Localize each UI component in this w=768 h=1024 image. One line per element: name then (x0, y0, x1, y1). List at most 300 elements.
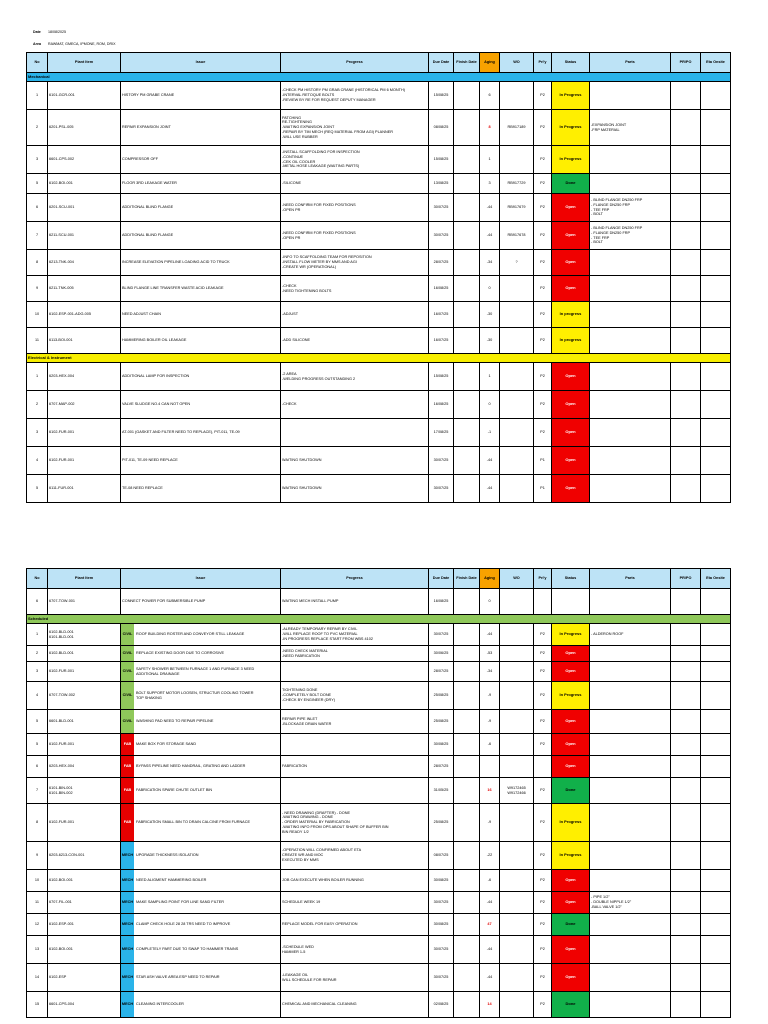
eta-onsite-cell (701, 624, 731, 646)
issue-line: UPGRADE THICKNESS ISOLATION (136, 853, 199, 858)
work-order-number: W9172465 (507, 785, 526, 790)
eta-onsite-cell (701, 992, 731, 1018)
finish-date (454, 363, 480, 391)
progress-line: -OPEN PR (282, 207, 301, 212)
progress-line: -OPERATION WILL CONFIRMED ABOUT ETA (282, 848, 362, 853)
finish-date (454, 624, 480, 646)
status-badge: Open (552, 276, 590, 302)
issue-line: BLIND FLANGE LINE TRANSFER WASTE ACID LEAKAGE (122, 286, 224, 291)
status-badge: In progress (552, 302, 590, 328)
parts-cell (590, 682, 671, 710)
table-row (27, 710, 731, 734)
progress-cell (281, 419, 429, 447)
part-item: -FRP MATERIAL (591, 127, 620, 132)
issue-wrapper (121, 870, 280, 891)
issue-lines (136, 853, 199, 858)
eta-onsite-cell (701, 804, 731, 842)
progress-cell (281, 328, 429, 354)
plant-item-cell (48, 222, 121, 250)
priority: P1 (534, 475, 552, 503)
work-order (500, 194, 534, 222)
status-badge: Open (552, 475, 590, 503)
work-order (500, 419, 534, 447)
pr-po-cell (671, 194, 701, 222)
pr-po-cell (671, 222, 701, 250)
issue-wrapper (121, 363, 280, 390)
table-row (27, 419, 731, 447)
progress-line: HAMMER 1-5 (282, 949, 306, 954)
issue-wrapper (121, 992, 280, 1017)
plant-item: 6102-FUR-001 (49, 820, 75, 825)
plant-item-cell (48, 682, 121, 710)
issue-lines (122, 430, 240, 435)
row-number: 2 (27, 391, 48, 419)
issue-lines (122, 260, 230, 265)
issue-lines (122, 205, 173, 210)
progress-cell (281, 475, 429, 503)
priority: P2 (534, 804, 552, 842)
work-order-number: RB917679 (507, 205, 526, 210)
header-finish-date: Finish Date (454, 53, 480, 73)
header-progress: Progress (281, 53, 429, 73)
row-number: 13 (27, 936, 48, 964)
discipline-tag: CIVIL (121, 662, 134, 681)
due-date: 25/08/25 (429, 804, 454, 842)
eta-onsite-cell (701, 302, 731, 328)
progress-cell (281, 250, 429, 276)
plant-item-cell (48, 302, 121, 328)
priority: P2 (534, 222, 552, 250)
priority: P2 (534, 734, 552, 756)
plant-item-cell (48, 174, 121, 194)
issue-lines (136, 947, 238, 952)
progress-line: -NEED CONFIRM FOR FIXED POSITIONS (282, 202, 356, 207)
parts-cell (590, 146, 671, 174)
status-badge: Open (552, 363, 590, 391)
plant-item-cell (48, 391, 121, 419)
plant-item-cell (48, 936, 121, 964)
issue-cell (121, 778, 281, 804)
table-row (27, 936, 731, 964)
issue-line: NEED ALIGMENT HAMMERING BOILER (136, 878, 207, 883)
issue-line: VALVE SLUDGE NO.4 CAN NOT OPEN (122, 402, 191, 407)
finish-date (454, 110, 480, 146)
progress-cell (281, 936, 429, 964)
issue-text (121, 363, 190, 390)
status-badge (552, 589, 590, 615)
progress-line: WAITING MECH INSTALL PUMP (282, 599, 339, 604)
header-aging: Aging (480, 569, 500, 589)
due-date: 31/05/25 (429, 778, 454, 804)
discipline-tag: MECH (121, 992, 134, 1017)
aging-value: 1 (480, 146, 500, 174)
status-badge: In Progress (552, 624, 590, 646)
due-date: 28/07/25 (429, 250, 454, 276)
aging-value: 0 (480, 391, 500, 419)
table-row (27, 276, 731, 302)
plant-item-cell (48, 964, 121, 992)
section-row (27, 354, 731, 363)
due-date: 30/08/25 (429, 914, 454, 936)
issue-wrapper (121, 624, 280, 645)
issue-lines (122, 157, 158, 162)
issue-text (135, 914, 231, 935)
part-item: - BOLT (591, 212, 603, 217)
finish-date (454, 804, 480, 842)
issue-text (135, 842, 200, 869)
priority (534, 589, 552, 615)
plant-item-cell (48, 646, 121, 662)
part-item: - DOUBLE NIPPLE 1/2" (591, 900, 632, 905)
work-order (500, 250, 534, 276)
aging-value: -44 (480, 447, 500, 475)
header-parts: Parts (590, 53, 671, 73)
discipline-tag: CIVIL (121, 624, 134, 645)
plant-item: 6101-GCR-001 (49, 93, 75, 98)
progress-line: -WILL USE RUBBER (282, 134, 318, 139)
due-date: 30/07/25 (429, 936, 454, 964)
eta-onsite-cell (701, 662, 731, 682)
priority: P2 (534, 363, 552, 391)
issue-line: HISTORY PM GRABE CRANE (122, 93, 175, 98)
issue-line: MAKE BOX FOR STORAGE SAND (136, 742, 197, 747)
progress-line: REPAIR PIPE INLET (282, 716, 318, 721)
issue-cell (121, 194, 281, 222)
plant-item: 6102-ESP-001-ADG-005 (49, 312, 91, 317)
work-order (500, 646, 534, 662)
progress-line: - NEED DRAWING (DRAFTER) - DONE (282, 810, 350, 815)
priority: P2 (534, 914, 552, 936)
progress-line: -NEED TIGHTENING BOLTS (282, 288, 332, 293)
status-badge: In Progress (552, 842, 590, 870)
due-date: 30/07/25 (429, 222, 454, 250)
issue-text (121, 194, 174, 221)
header-aging: Aging (480, 53, 500, 73)
issue-wrapper (121, 589, 280, 614)
issue-lines (122, 181, 177, 186)
finish-date (454, 682, 480, 710)
plant-item-cell (48, 250, 121, 276)
pr-po-cell (671, 892, 701, 914)
progress-line: -NEED FABRICATION (282, 653, 320, 658)
plant-item: 6707-TOW-001 (49, 599, 76, 604)
table-row (27, 302, 731, 328)
pr-po-cell (671, 328, 701, 354)
plant-item-cell (48, 82, 121, 110)
report-area (33, 42, 115, 46)
priority: P2 (534, 146, 552, 174)
work-order-number: W9172466 (507, 790, 526, 795)
issue-wrapper (121, 804, 280, 841)
parts-cell (590, 110, 671, 146)
issue-cell (121, 447, 281, 475)
aging-value: -6 (480, 734, 500, 756)
issue-lines (122, 486, 163, 491)
issue-lines (122, 93, 174, 98)
progress-line: -OPEN PR (282, 235, 301, 240)
aging-value: 3 (480, 174, 500, 194)
plant-item: 6201-SCU-001 (49, 205, 75, 210)
table-row (27, 328, 731, 354)
row-number: 12 (27, 914, 48, 936)
work-order (500, 328, 534, 354)
progress-line: -WAITING EXPANSION JOINT (282, 125, 335, 130)
issue-text (121, 447, 179, 474)
issue-cell (121, 328, 281, 354)
eta-onsite-cell (701, 936, 731, 964)
progress-line: -CHECK (282, 402, 297, 407)
issue-line: PIT-011, TE-09 NEED REPLACE (122, 458, 178, 463)
issue-cell (121, 992, 281, 1018)
issue-cell (121, 804, 281, 842)
part-item: - BLIND FLANGE DN250 FRP (591, 197, 643, 202)
progress-line: -REVIEW BY RE FOR REQUEST DEPUTY MANAGER (282, 97, 376, 102)
due-date: 28/07/25 (429, 756, 454, 778)
parts-cell (590, 804, 671, 842)
issue-cell (121, 589, 281, 615)
progress-line: TIGHTENING DONE (282, 688, 318, 693)
header-status: Status (552, 53, 590, 73)
table-header-row (27, 569, 731, 589)
issue-wrapper (121, 447, 280, 474)
progress-cell (281, 82, 429, 110)
pr-po-cell (671, 589, 701, 615)
progress-cell (281, 222, 429, 250)
status-badge: In Progress (552, 82, 590, 110)
plant-item-cell (48, 734, 121, 756)
progress-line: SCHEDULE WEEK 19 (282, 900, 321, 905)
due-date: 16/07/25 (429, 328, 454, 354)
priority: P2 (534, 964, 552, 992)
plant-item: 6102-FUR-001 (49, 430, 75, 435)
row-number: 6 (27, 756, 48, 778)
eta-onsite-cell (701, 363, 731, 391)
issue-line: NEED ADJUST CHAIN (122, 312, 161, 317)
issue-wrapper (121, 82, 280, 109)
progress-line: WAITING SHUTDOWN (282, 458, 322, 463)
issue-lines (136, 651, 224, 656)
progress-cell (281, 804, 429, 842)
plant-item-cell (48, 475, 121, 503)
pr-po-cell (671, 82, 701, 110)
issue-text (121, 250, 231, 275)
progress-line: -WELDING PROGRESS OUTSTANDING 2 (282, 376, 356, 381)
table-row (27, 110, 731, 146)
finish-date (454, 328, 480, 354)
status-badge: In Progress (552, 110, 590, 146)
plant-item: 6102-BLD-001 (49, 629, 74, 634)
plant-item: 6601-CPS-004 (49, 1002, 75, 1007)
priority: P2 (534, 646, 552, 662)
work-order (500, 222, 534, 250)
priority: P1 (534, 447, 552, 475)
priority: P2 (534, 778, 552, 804)
row-number: 11 (27, 892, 48, 914)
issue-cell (121, 250, 281, 276)
pr-po-cell (671, 682, 701, 710)
table-row (27, 174, 731, 194)
issue-cell (121, 914, 281, 936)
finish-date (454, 734, 480, 756)
aging-value: -44 (480, 222, 500, 250)
progress-cell (281, 194, 429, 222)
due-date: 16/08/25 (429, 276, 454, 302)
section-row (27, 73, 731, 82)
table-row (27, 756, 731, 778)
table-row (27, 870, 731, 892)
progress-line: -INTERVAL RETOQUE BOLTS (282, 93, 335, 98)
status-badge: Open (552, 710, 590, 734)
issue-lines (136, 900, 224, 905)
part-item: - BLIND FLANGE DN250 FRP (591, 225, 643, 230)
priority: P2 (534, 419, 552, 447)
plant-item-cell (48, 710, 121, 734)
parts-cell (590, 250, 671, 276)
issue-lines (122, 402, 190, 407)
priority (534, 756, 552, 778)
area-value: RAWMAT, GMECA, IPMONE, ROM, DRIX (48, 42, 116, 46)
parts-cell (590, 778, 671, 804)
issue-text (135, 624, 245, 645)
issue-wrapper (121, 250, 280, 275)
parts-cell (590, 302, 671, 328)
issue-wrapper (121, 756, 280, 777)
pr-po-cell (671, 419, 701, 447)
issue-wrapper (121, 222, 280, 249)
parts-cell (590, 174, 671, 194)
parts-cell (590, 276, 671, 302)
issue-wrapper (121, 391, 280, 418)
plant-item-cell (48, 363, 121, 391)
status-badge: Open (552, 646, 590, 662)
progress-line: - ORDER MATERIAL BY FABRICATION (282, 820, 350, 825)
aging-value: -22 (480, 842, 500, 870)
progress-line: -METAL HOSE LEAKAGE (WAITING PARTS) (282, 164, 360, 169)
issue-text (135, 756, 246, 777)
finish-date (454, 82, 480, 110)
table-row (27, 662, 731, 682)
aging-value: 1 (480, 363, 500, 391)
table-row (27, 222, 731, 250)
pr-po-cell (671, 804, 701, 842)
work-order-number: ? (515, 260, 518, 265)
plant-item: 6707-TOW-002 (49, 693, 76, 698)
header-eta-onsite: Eta Onsite (701, 569, 731, 589)
pr-po-cell (671, 662, 701, 682)
finish-date (454, 662, 480, 682)
work-order (500, 964, 534, 992)
status-badge: Open (552, 870, 590, 892)
progress-line: -IN PROGRESS REPLACE START FROM WBS 4102 (282, 636, 373, 641)
aging-value: -44 (480, 194, 500, 222)
issue-wrapper (121, 276, 280, 301)
table-row (27, 964, 731, 992)
work-order (500, 804, 534, 842)
row-number: 14 (27, 964, 48, 992)
issue-text (135, 892, 225, 913)
work-order (500, 734, 534, 756)
row-number: 2 (27, 110, 48, 146)
parts-cell (590, 936, 671, 964)
issue-cell (121, 110, 281, 146)
aging-value: -44 (480, 624, 500, 646)
issue-line: WASHING PAD NEED TO REPAIR PIPELINE (136, 719, 214, 724)
issue-lines (122, 338, 186, 343)
issue-wrapper (121, 914, 280, 935)
aging-value: -9 (480, 710, 500, 734)
progress-line: -INFO TO SCAFFOLDING TEAM FOR REPOSITION (282, 255, 372, 260)
issue-text (135, 662, 255, 681)
progress-cell (281, 589, 429, 615)
table-row (27, 892, 731, 914)
issue-line: FABRICATION SMALL BIN TO DRAIN CALCINE FROM FURNACE (136, 820, 250, 825)
table-row (27, 992, 731, 1018)
work-order (500, 892, 534, 914)
finish-date (454, 870, 480, 892)
status-badge: In Progress (552, 146, 590, 174)
issue-wrapper (121, 842, 280, 869)
issue-line: FABRICATION SPARE CHUTE OUTLET BIN (136, 788, 213, 793)
status-badge: Open (552, 391, 590, 419)
plant-item-cell (48, 276, 121, 302)
eta-onsite-cell (701, 82, 731, 110)
status-badge: Open (552, 936, 590, 964)
issue-line: COMPLETELY PART DUE TO SWAP TO HAMMER TRAINS (136, 947, 239, 952)
work-order (500, 475, 534, 503)
due-date: 25/08/25 (429, 710, 454, 734)
progress-line: REPLACE MODEL FOR EASY OPERATION (282, 922, 358, 927)
priority: P2 (534, 662, 552, 682)
finish-date (454, 646, 480, 662)
issue-text (135, 870, 207, 891)
issue-lines (136, 742, 196, 747)
plant-item: 6211-SCU-001 (49, 233, 75, 238)
plant-item: 6102-BLD-001 (49, 651, 74, 656)
priority: P2 (534, 250, 552, 276)
aging-value: -9 (480, 804, 500, 842)
report-date (33, 30, 66, 34)
issue-wrapper (121, 419, 280, 446)
table-row (27, 146, 731, 174)
status-badge: Done (552, 914, 590, 936)
issue-line: ROOF BUILDING ROSTER AND CONVEYOR STILL LEAKAGE (136, 632, 245, 637)
progress-cell (281, 391, 429, 419)
plant-item-cell (48, 589, 121, 615)
pr-po-cell (671, 475, 701, 503)
issue-lines (136, 922, 230, 927)
parts-cell (590, 914, 671, 936)
part-item: - ALDERON ROOF (591, 632, 624, 637)
plant-item: 6101-BLD-001 (49, 634, 74, 639)
issue-cell (121, 756, 281, 778)
status-badge: Done (552, 174, 590, 194)
issue-text (121, 391, 191, 418)
eta-onsite-cell (701, 870, 731, 892)
finish-date (454, 756, 480, 778)
pr-po-cell (671, 110, 701, 146)
issue-text (135, 682, 254, 709)
work-order (500, 778, 534, 804)
progress-cell (281, 302, 429, 328)
issue-text (121, 302, 162, 327)
issue-text (121, 174, 178, 193)
plant-item-cell (48, 328, 121, 354)
progress-cell (281, 914, 429, 936)
aging-value: -44 (480, 475, 500, 503)
finish-date (454, 250, 480, 276)
row-number: 11 (27, 328, 48, 354)
finish-date (454, 146, 480, 174)
